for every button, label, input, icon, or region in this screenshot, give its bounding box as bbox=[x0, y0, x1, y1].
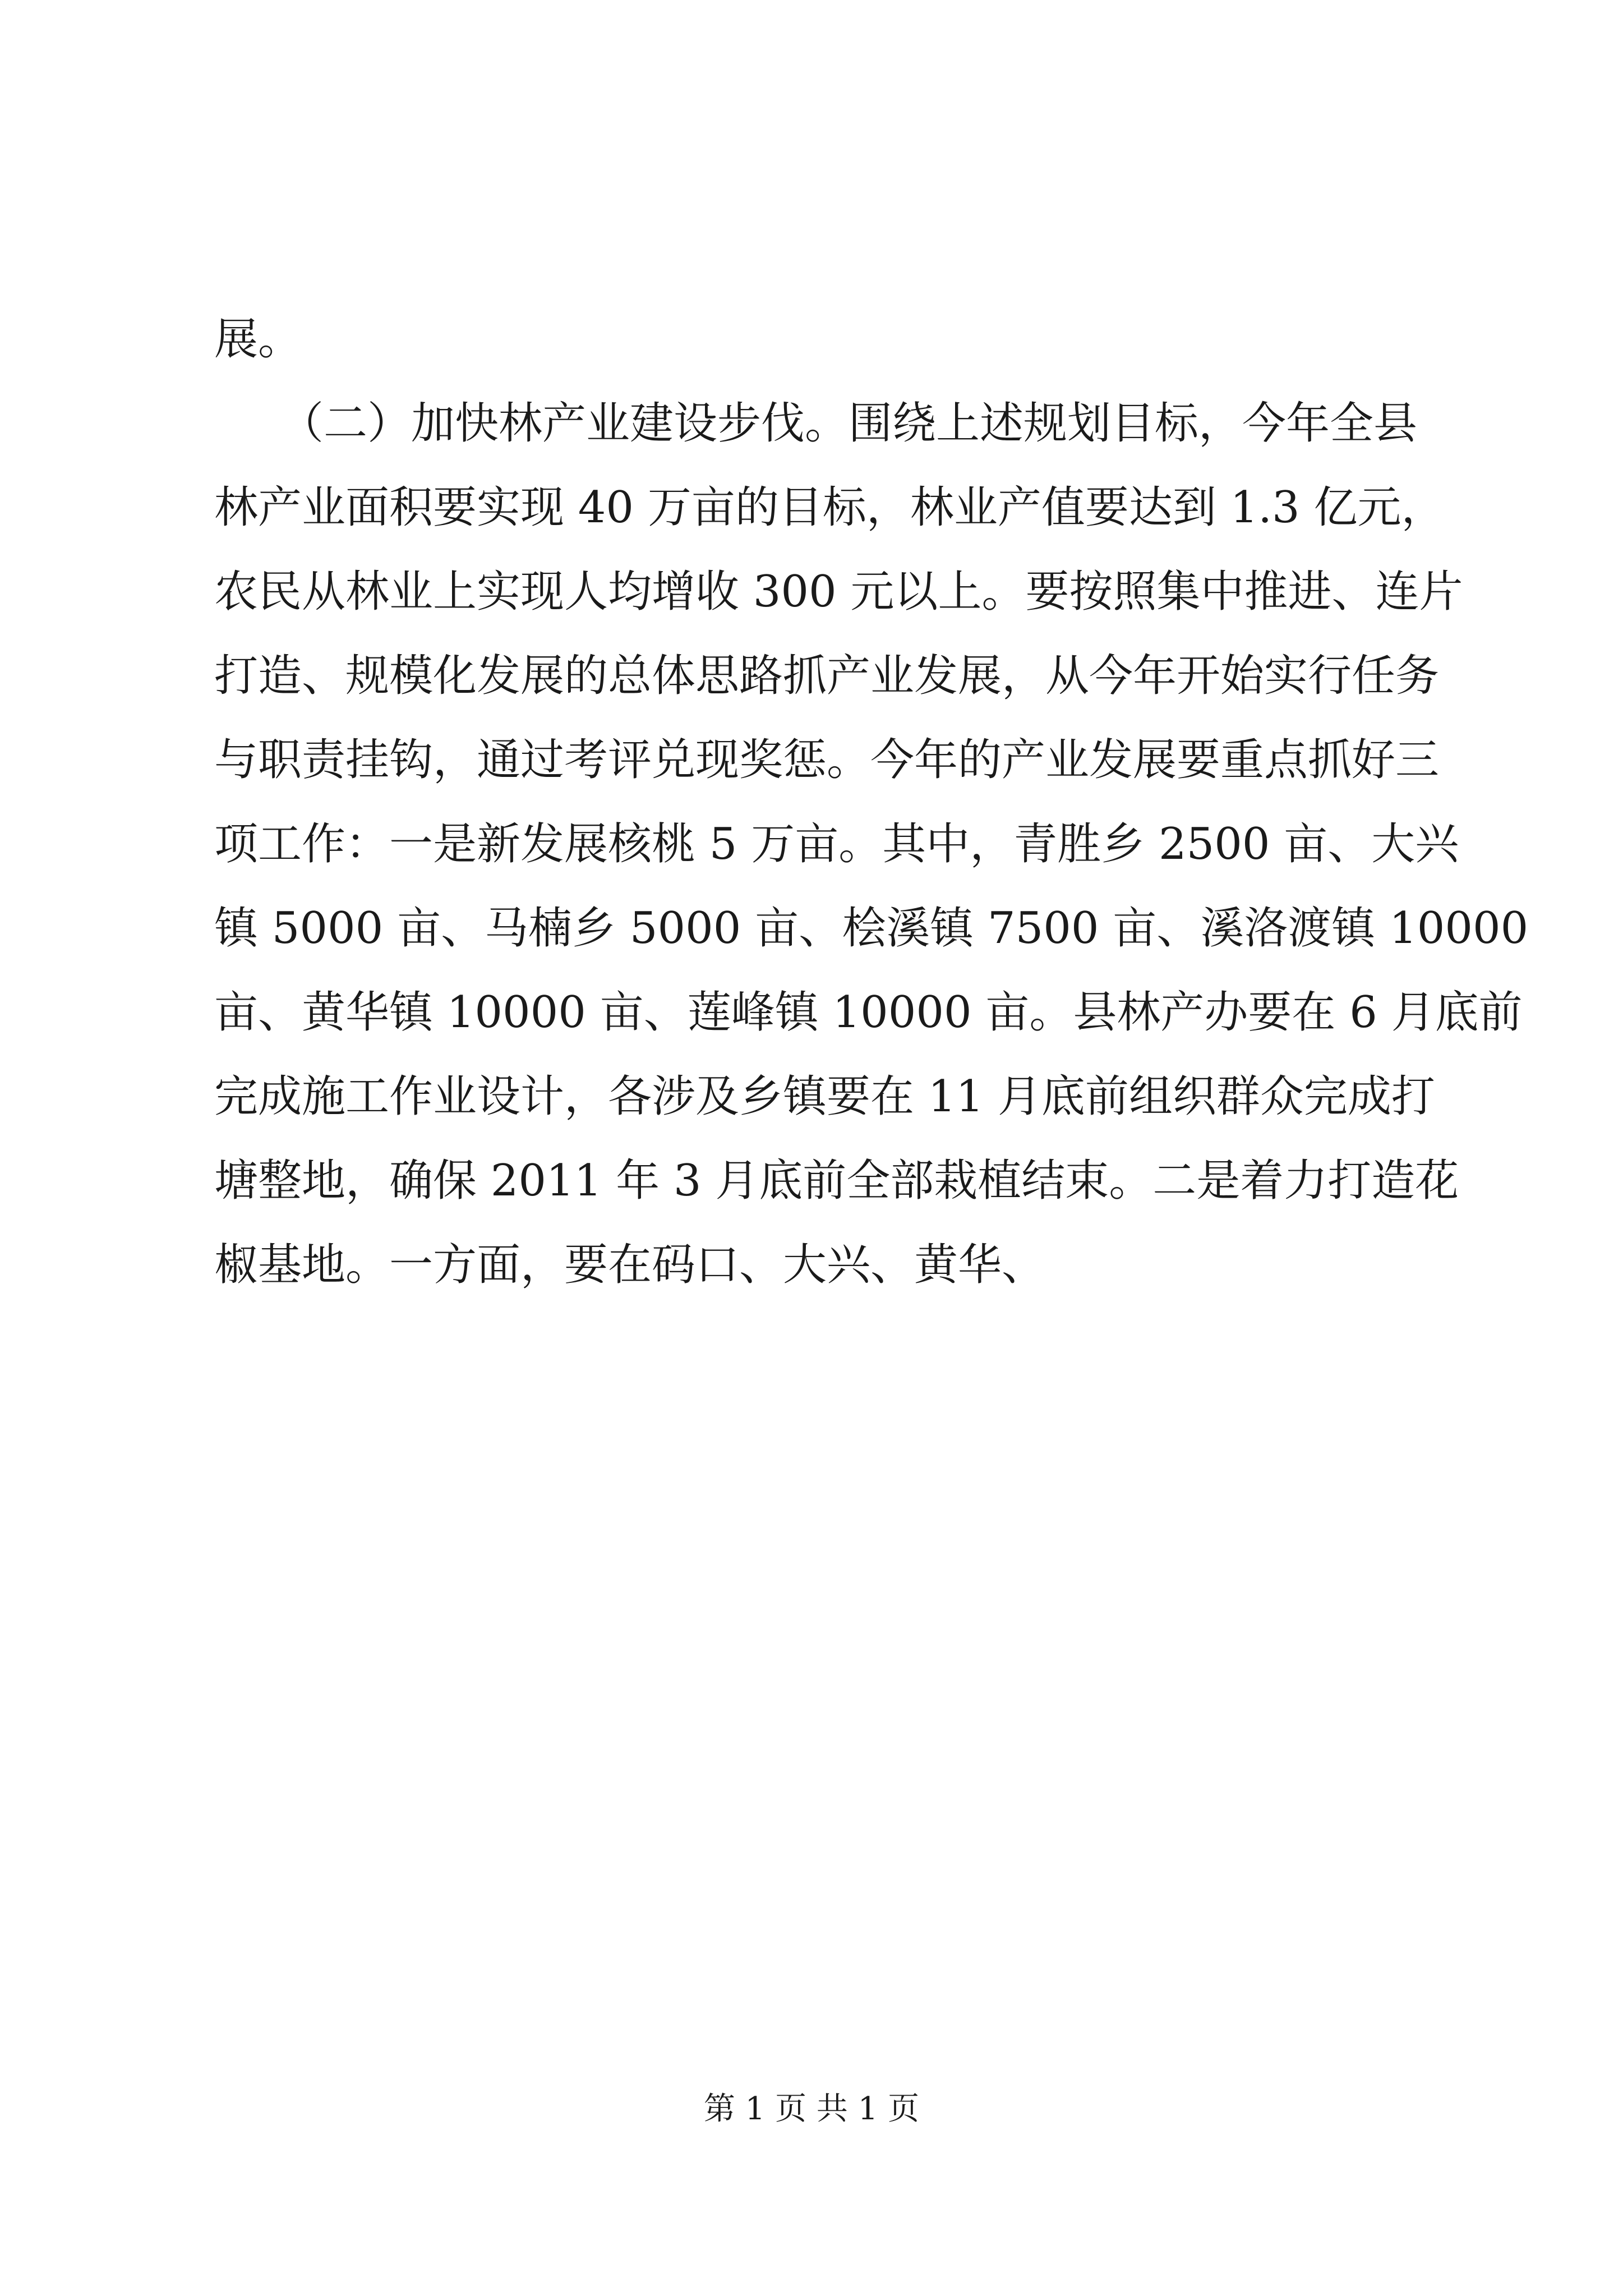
text-line: 展。 bbox=[214, 314, 302, 365]
body-text bbox=[214, 297, 1529, 1307]
text-line: 农民从林业上实现人均增收 300 元以上。要按照集中推进、连片 bbox=[214, 567, 1463, 617]
text-line: 椒基地。一方面，要在码口、大兴、黄华、 bbox=[214, 1240, 1046, 1290]
text-line: 林产业面积要实现 40 万亩的目标，林业产值要达到 1.3 亿元， bbox=[214, 482, 1445, 533]
text-line: 亩、黄华镇 10000 亩、莲峰镇 10000 亩。县林产办要在 6 月底前 bbox=[214, 987, 1523, 1038]
text-line: 镇 5000 亩、马楠乡 5000 亩、桧溪镇 7500 亩、溪洛渡镇 10000 bbox=[214, 903, 1529, 954]
text-line: （二）加快林产业建设步伐。围绕上述规划目标，今年全县 bbox=[214, 398, 1418, 449]
text-line: 塘整地，确保 2011 年 3 月底前全部栽植结束。二是着力打造花 bbox=[214, 1156, 1459, 1206]
page-footer bbox=[0, 2087, 1623, 2132]
text-line: 完成施工作业设计，各涉及乡镇要在 11 月底前组织群众完成打 bbox=[214, 1071, 1435, 1122]
text-line: 项工作：一是新发展核桃 5 万亩。其中，青胜乡 2500 亩、大兴 bbox=[214, 819, 1459, 869]
text-line: 打造、规模化发展的总体思路抓产业发展，从今年开始实行任务 bbox=[214, 651, 1440, 701]
page-number: 第 1 页 共 1 页 bbox=[703, 2091, 920, 2127]
text-line: 与职责挂钩，通过考评兑现奖惩。今年的产业发展要重点抓好三 bbox=[214, 735, 1440, 785]
